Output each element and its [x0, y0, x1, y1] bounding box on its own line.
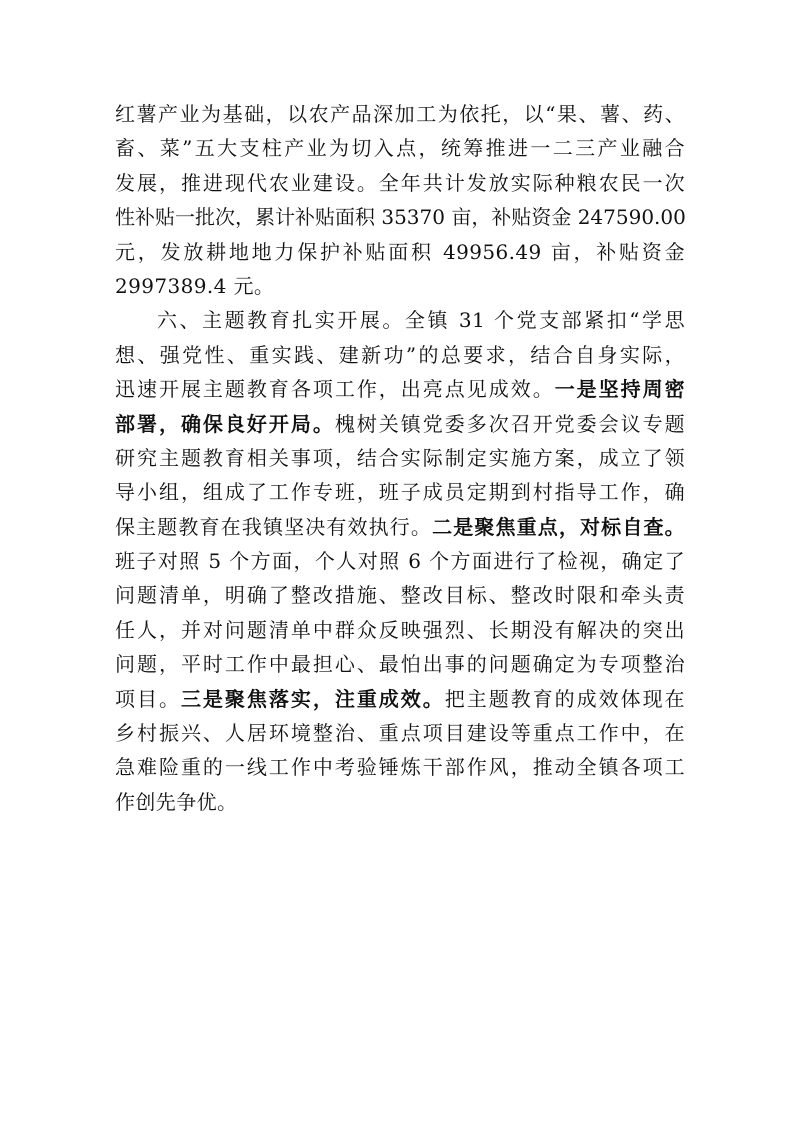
- text-segment: 急难险重的一线工作中考验锤炼干部作风，推动全镇各项工: [115, 755, 685, 780]
- text-line: [115, 372, 685, 406]
- text-segment: 问题，平时工作中最担心、最怕出事的问题确定为专项整治: [115, 652, 685, 677]
- text-segment: 2997389.4 元。: [115, 273, 275, 298]
- text-segment: 六、主题教育扎实开展。全镇 31 个党支部紧扣“学思: [157, 308, 685, 333]
- text-segment: 乡村振兴、人居环境整治、重点项目建设等重点工作中，在: [115, 721, 685, 746]
- text-segment: 发展，推进现代农业建设。全年共计发放实际种粮农民一次: [115, 170, 685, 195]
- text-line: [115, 647, 685, 681]
- text-line: [115, 166, 685, 200]
- text-line: [115, 510, 685, 544]
- text-line: [115, 235, 685, 269]
- text-segment: 研究主题教育相关事项，结合实际制定实施方案，成立了领: [115, 445, 685, 470]
- text-segment: 导小组，组成了工作专班，班子成员定期到村指导工作，确: [115, 480, 685, 505]
- text-line: [115, 200, 685, 234]
- text-line: [115, 97, 685, 131]
- text-line: [115, 269, 685, 303]
- bold-text-segment: 二是聚焦重点，对标自查。: [432, 514, 685, 539]
- text-segment: 保主题教育在我镇坚决有效执行。: [115, 514, 433, 539]
- text-segment: 元，发放耕地地力保护补贴面积 49956.49 亩，补贴资金: [115, 239, 685, 264]
- body-text: [115, 97, 685, 819]
- text-segment: 想、强党性、重实践、建新功”的总要求，结合自身实际，: [115, 342, 685, 367]
- bold-text-segment: 部署，确保良好开局。: [115, 411, 335, 436]
- text-segment: 迅速开展主题教育各项工作，出亮点见成效。: [115, 377, 555, 402]
- text-segment: 把主题教育的成效体现在: [444, 686, 685, 711]
- text-line: [115, 407, 685, 441]
- text-line: [115, 544, 685, 578]
- text-line: [115, 682, 685, 716]
- text-segment: 班子对照 5 个方面，个人对照 6 个方面进行了检视，确定了: [115, 549, 685, 574]
- text-line: [115, 338, 685, 372]
- text-segment: 问题清单，明确了整改措施、整改目标、整改时限和牵头责: [115, 583, 685, 608]
- text-line: [115, 303, 685, 337]
- text-segment: 畜、菜”五大支柱产业为切入点，统筹推进一二三产业融合: [115, 136, 685, 161]
- text-line: [115, 578, 685, 612]
- text-line: [115, 613, 685, 647]
- text-segment: 作创先争优。: [115, 789, 238, 814]
- text-segment: 项目。: [115, 686, 181, 711]
- bold-text-segment: 一是坚持周密: [554, 377, 686, 402]
- text-line: [115, 475, 685, 509]
- text-segment: 槐树关镇党委多次召开党委会议专题: [334, 411, 685, 436]
- bold-text-segment: 三是聚焦落实，注重成效。: [180, 686, 445, 711]
- text-segment: 红薯产业为基础，以农产品深加工为依托，以“果、薯、药、: [115, 102, 685, 126]
- text-line: [115, 131, 685, 165]
- text-line: [115, 750, 685, 784]
- text-segment: 性补贴一批次，累计补贴面积 35370 亩，补贴资金 247590.00: [115, 205, 686, 230]
- text-line: [115, 785, 685, 819]
- text-line: [115, 716, 685, 750]
- text-segment: 任人，并对问题清单中群众反映强烈、长期没有解决的突出: [115, 617, 685, 642]
- text-line: [115, 441, 685, 475]
